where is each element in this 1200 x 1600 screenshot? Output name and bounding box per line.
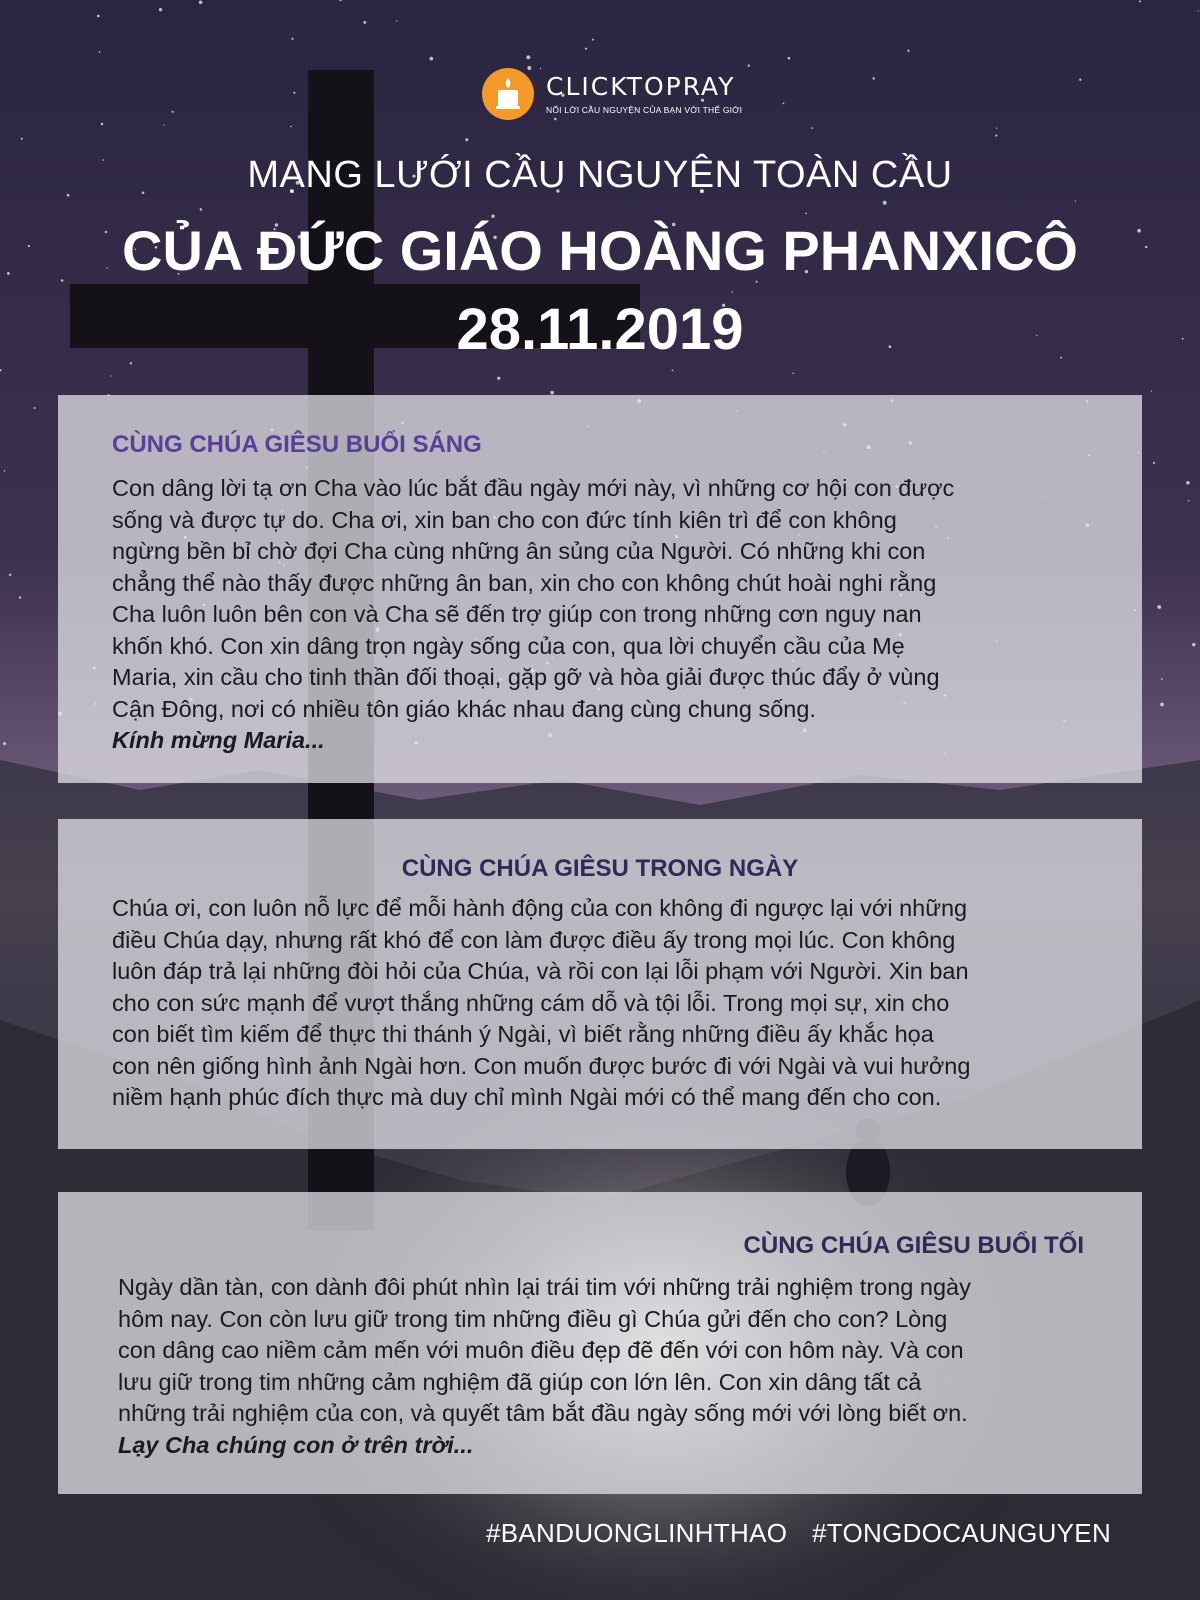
headline-line-1: MẠNG LƯỚI CẦU NGUYỆN TOÀN CẦU (247, 154, 953, 196)
morning-prayer-panel (58, 395, 1142, 783)
star (4, 470, 5, 471)
star (1153, 462, 1155, 464)
star (34, 407, 36, 409)
headline-line-2: CỦA ĐỨC GIÁO HOÀNG PHANXICÔ (122, 219, 1078, 282)
star (101, 123, 104, 126)
star (290, 126, 292, 128)
hashtag-tongdocaunguyen: #TONGDOCAUNGUYEN (812, 1518, 1112, 1548)
star (1198, 10, 1199, 11)
evening-prayer-title: CÙNG CHÚA GIÊSU BUỔI TỐI (743, 1232, 1084, 1259)
star (363, 21, 366, 24)
star (21, 138, 23, 140)
star (19, 596, 21, 598)
morning-prayer-text (112, 473, 1102, 757)
star (883, 201, 887, 205)
star (172, 111, 174, 113)
star (782, 102, 784, 104)
star (293, 92, 295, 94)
logo-tagline: NỐI LỜI CẦU NGUYỆN CỦA BẠN VỚI THẾ GIỚI (546, 105, 743, 115)
prayer-line: Maria, xin cầu cho tinh thần đối thoại, gặp gỡ và hòa giải được thúc đẩy ở vùng (112, 664, 940, 690)
clicktopray-logo (482, 68, 742, 124)
star (788, 57, 791, 60)
day-prayer-title: CÙNG CHÚA GIÊSU TRONG NGÀY (401, 855, 799, 882)
star (748, 64, 750, 66)
star (97, 15, 100, 18)
star (163, 125, 164, 126)
prayer-line: Chúa ơi, con luôn nỗ lực để mỗi hành động của con không đi ngược lại với những (112, 895, 968, 921)
star (550, 391, 554, 395)
star (159, 8, 162, 11)
prayer-line: ngừng bền bỉ chờ đợi Cha cùng những ân sủng của Người. Có những khi con (112, 538, 926, 564)
star (99, 51, 101, 53)
star (585, 48, 587, 50)
star (200, 208, 203, 211)
star (1079, 79, 1081, 81)
prayer-line: hôm nay. Con còn lưu giữ trong tim những điều gì Chúa gửi đến cho con? Lòng (118, 1305, 948, 1332)
star (465, 138, 468, 141)
prayer-line: lưu giữ trong tim những cảm nghiệm đã giúp con lớn lên. Con xin dâng tất cả (118, 1368, 922, 1395)
star (731, 291, 732, 292)
prayer-line: Cận Đông, nơi có nhiều tôn giáo khác nhau đang cùng chung sống. (112, 695, 816, 722)
prayer-line: con biết tìm kiếm để thực thi thánh ý Ngài, vì biết rằng những điều ấy khắc họa (112, 1021, 934, 1047)
star (1157, 605, 1161, 609)
evening-prayer-closing: Lạy Cha chúng con ở trên trời... (118, 1431, 474, 1458)
star (1151, 390, 1152, 391)
evening-prayer-text (118, 1272, 1108, 1461)
star (805, 213, 807, 215)
prayer-line: chẳng thể nào thấy được những ân ban, xin cho con không chút hoài nghi rằng (112, 569, 937, 596)
star (995, 135, 997, 137)
star (110, 375, 111, 376)
star (792, 373, 793, 374)
evening-prayer-panel (58, 1192, 1142, 1494)
star (1188, 500, 1190, 502)
star (1192, 643, 1195, 646)
prayer-line: Cha luôn luôn bên con và Cha sẽ đến trợ giúp con trong những cơn nguy nan (112, 601, 922, 627)
star (592, 39, 594, 41)
prayer-line: con nên giống hình ảnh Ngài hơn. Con muốn được bước đi với Ngài và vui hưởng (112, 1052, 971, 1079)
prayer-line: cho con sức mạnh để vượt thắng những cám dỗ và tội lỗi. Trong mọi sự, xin cho (112, 989, 950, 1016)
hashtag-banduonglinhthao: #BANDUONGLINHTHAO (486, 1518, 788, 1548)
headline-date: 28.11.2019 (456, 297, 744, 362)
prayer-line: luôn đáp trả lại những đòi hỏi của Chúa, và rồi con lại lỗi phạm với Người. Xin ban (112, 958, 969, 984)
prayer-line: Ngày dần tàn, con dành đôi phút nhìn lại trái tim với những trải nghiệm trong ngày (118, 1274, 971, 1300)
star (291, 38, 293, 40)
star (996, 128, 997, 129)
star (811, 127, 813, 129)
star (872, 77, 874, 79)
prayer-line: những trải nghiệm của con, và quyết tâm bắt đầu ngày sống mới với lòng biết ơn. (118, 1400, 968, 1426)
star (1161, 678, 1163, 680)
prayer-line: con dâng cao niềm cảm mến với muôn điều đẹp đẽ đến với con hôm này. Và con (118, 1337, 964, 1363)
star (396, 20, 397, 21)
prayer-line: sống và được tự do. Cha ơi, xin ban cho con đức tính kiên trì để con không (112, 506, 897, 533)
star (672, 369, 674, 371)
prayer-line: Con dâng lời tạ ơn Cha vào lúc bắt đầu ngày mới này, vì những cơ hội con được (112, 475, 955, 501)
star (9, 574, 11, 576)
star (429, 57, 433, 61)
prayer-line: khốn khó. Con xin dâng trọn ngày sống của con, qua lời chuyển cầu của Mẹ (112, 632, 905, 659)
candle-logo-icon (482, 68, 534, 120)
prayer-line: niềm hạnh phúc đích thực mà duy chỉ mình Ngài mới có thể mang đến cho con. (112, 1084, 942, 1110)
star (1186, 481, 1190, 485)
day-prayer-text (112, 893, 1112, 1114)
day-prayer-panel (58, 819, 1142, 1149)
logo-wordmark: CLICKTOPRAY (546, 72, 736, 101)
star (199, 1, 203, 5)
prayer-line: điều Chúa dạy, nhưng rất khó để con làm được điều ấy trong mọi lúc. Con không (112, 926, 956, 953)
star (497, 377, 500, 380)
star (907, 50, 909, 52)
star (1139, 0, 1141, 2)
hashtags (0, 1518, 1200, 1558)
morning-prayer-title: CÙNG CHÚA GIÊSU BUỔI SÁNG (112, 431, 482, 458)
star (526, 55, 530, 59)
morning-prayer-closing: Kính mừng Maria... (112, 727, 325, 753)
star (1075, 200, 1076, 201)
